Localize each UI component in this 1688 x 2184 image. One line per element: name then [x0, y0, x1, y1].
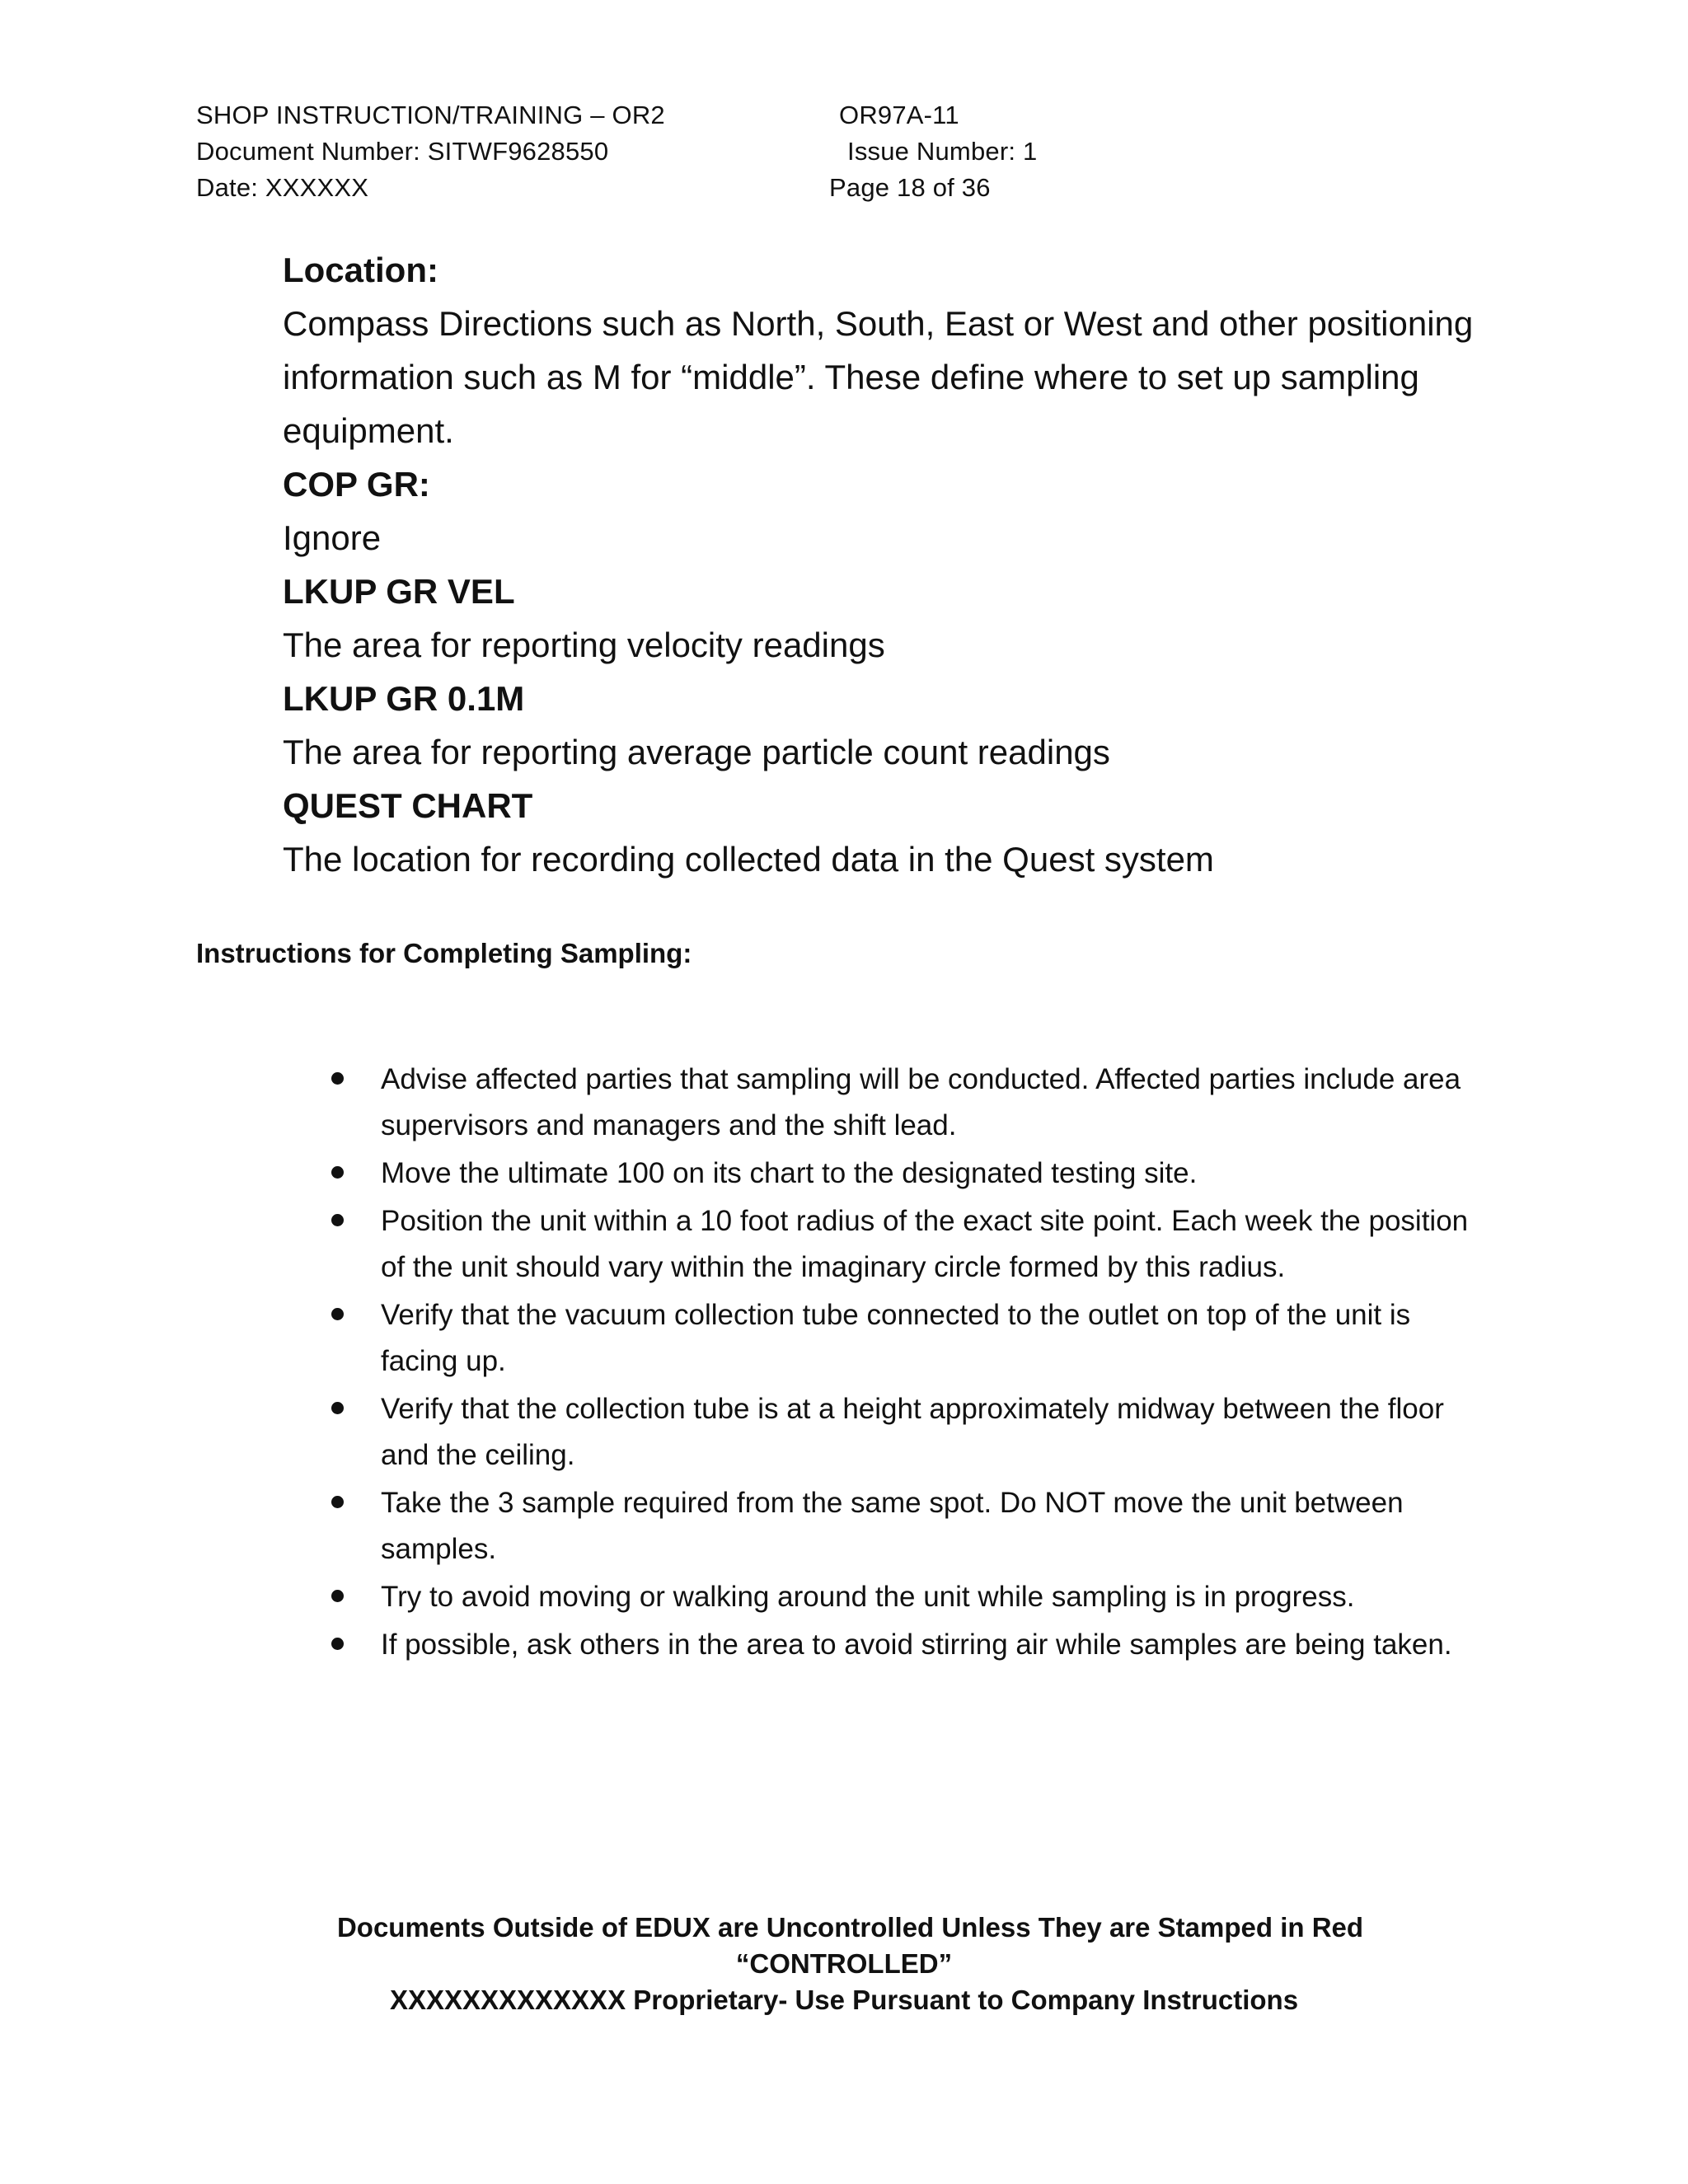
instructions-heading: Instructions for Completing Sampling: [196, 938, 692, 968]
list-item [0, 1480, 1469, 1572]
list-item [0, 1574, 1469, 1620]
bullet-icon [331, 1308, 344, 1320]
list-item [0, 1292, 1469, 1385]
footer-proprietary-notice: XXXXXXXXXXXXX Proprietary- Use Pursuant to Company Instructions [389, 1985, 1299, 2015]
bullet-icon [331, 1402, 344, 1414]
definition-description: The area for reporting velocity readings [283, 626, 885, 664]
list-item [0, 1622, 1469, 1668]
page-number: Page 18 of 36 [829, 173, 991, 202]
definition-term: Location: [283, 251, 438, 289]
instructions-list [0, 1057, 1688, 1670]
list-item [0, 1198, 1469, 1291]
issue-number: Issue Number: 1 [847, 137, 1038, 166]
bullet-icon [331, 1166, 344, 1179]
list-item-text: Verify that the collection tube is at a height approximately midway between the floor and the ceiling. [381, 1393, 1444, 1471]
list-item-text: Move the ultimate 100 on its chart to the designated testing site. [381, 1157, 1198, 1189]
document-number: Document Number: SITWF9628550 [196, 137, 609, 166]
bullet-icon [331, 1214, 344, 1226]
definition-term: QUEST CHART [283, 786, 533, 825]
definition-description: Compass Directions such as North, South, East or West and other positioning information such as M for “middle”. These define where to set up sampling equipment. [283, 304, 1474, 450]
document-date: Date: XXXXXX [196, 173, 369, 202]
bullet-icon [331, 1590, 344, 1602]
definition-term: LKUP GR VEL [283, 572, 515, 611]
definition-term: LKUP GR 0.1M [283, 679, 525, 718]
definitions-list [283, 243, 1478, 886]
document-code: OR97A-11 [839, 101, 959, 129]
bullet-icon [331, 1496, 344, 1508]
bullet-icon [331, 1638, 344, 1650]
list-item [0, 1057, 1469, 1149]
bullet-icon [331, 1072, 344, 1085]
definition-description: The area for reporting average particle count readings [283, 733, 1110, 771]
list-item [0, 1386, 1469, 1479]
list-item-text: Try to avoid moving or walking around the unit while sampling is in progress. [381, 1581, 1355, 1613]
list-item [0, 1151, 1469, 1197]
list-item-text: Take the 3 sample required from the same spot. Do NOT move the unit between samples. [381, 1487, 1404, 1565]
list-item-text: Advise affected parties that sampling will be conducted. Affected parties include area supervisors and managers and the shift lead. [381, 1063, 1461, 1141]
list-item-text: Verify that the vacuum collection tube connected to the outlet on top of the unit is facing up. [381, 1299, 1411, 1377]
footer-control-notice: Documents Outside of EDUX are Uncontrolled Unless They are Stamped in Red [336, 1912, 1364, 1943]
header-left [196, 97, 665, 206]
header-right [829, 97, 1037, 206]
footer-controlled-stamp: “CONTROLLED” [735, 1948, 953, 1979]
document-title: SHOP INSTRUCTION/TRAINING – OR2 [196, 101, 665, 129]
footer [0, 1910, 1688, 2018]
definition-description: Ignore [283, 518, 382, 557]
definition-term: COP GR: [283, 465, 430, 504]
list-item-text: If possible, ask others in the area to avoid stirring air while samples are being taken. [381, 1629, 1452, 1661]
list-item-text: Position the unit within a 10 foot radius of the exact site point. Each week the position of the unit should vary within the imaginary circle formed by this radius. [381, 1205, 1469, 1283]
definition-description: The location for recording collected data in the Quest system [283, 840, 1214, 879]
